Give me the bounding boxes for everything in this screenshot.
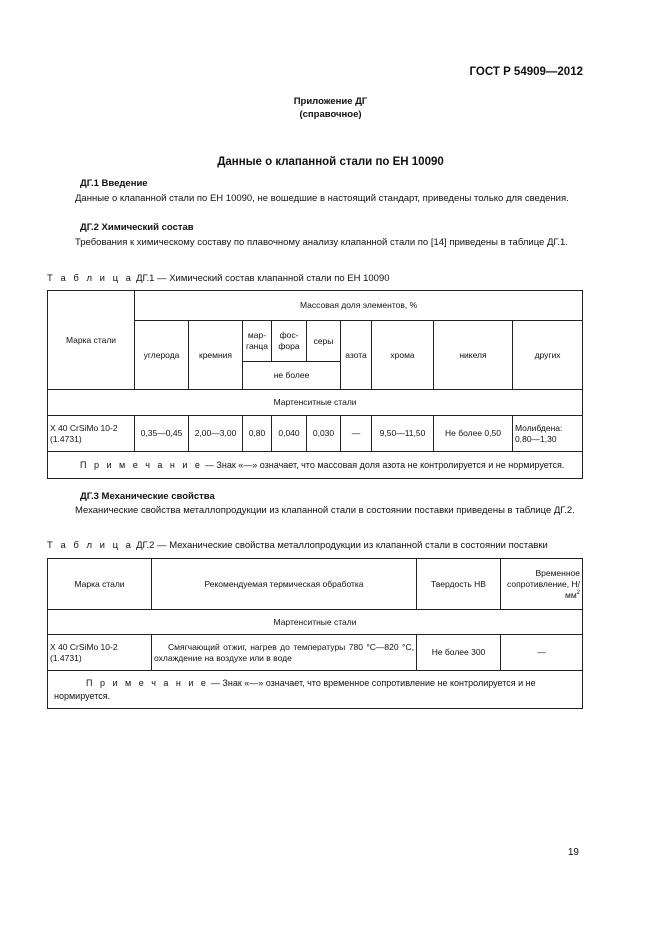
- table-1-note-text: — Знак «—» означает, что массовая доля азота не контролируется и не нормируется.: [202, 459, 565, 470]
- document-title: Данные о клапанной стали по ЕН 10090: [217, 156, 444, 168]
- mechanical-properties-table: [47, 558, 583, 709]
- th-tensile-strength: [501, 559, 583, 610]
- table-1-caption-prefix: Т а б л и ц а: [47, 273, 134, 284]
- th-silicon: кремния: [189, 321, 243, 390]
- th-other: других: [513, 321, 583, 390]
- th-chromium: хрома: [372, 321, 434, 390]
- cell-grade: X 40 CrSiMo 10-2 (1.4731): [48, 635, 152, 671]
- cell-tensile-strength: —: [501, 635, 583, 671]
- cell-manganese: 0,80: [243, 416, 272, 452]
- page-number: 19: [567, 847, 579, 858]
- cell-heat-treatment: Смягчающий отжиг, нагрев до температуры 780 °С—820 °С, охлаждение на воздухе или в воде: [152, 635, 417, 671]
- cell-nitrogen: —: [341, 416, 372, 452]
- appendix-subtitle: (справочное): [299, 109, 362, 120]
- th-mass-fraction: Массовая доля элементов, %: [135, 291, 583, 321]
- section-1-text: Данные о клапанной стали по ЕН 10090, не вошедшие в настоящий стандарт, приведены только для сведения.: [75, 193, 569, 204]
- section-1-heading: ДГ.1 Введение: [80, 178, 148, 189]
- table-2-note: [48, 671, 583, 709]
- cell-sulfur: 0,030: [307, 416, 341, 452]
- th-manganese: мар-ганца: [243, 321, 272, 362]
- table-1-note-prefix: П р и м е ч а н и е: [80, 459, 203, 470]
- section-2-text: Требования к химическому составу по плавочному анализу клапанной стали по [14] приведены в таблице ДГ.1.: [75, 237, 568, 248]
- cell-hardness: Не более 300: [417, 635, 501, 671]
- table-2-caption: [47, 540, 548, 551]
- th-heat-treatment: Рекомендуемая термическая обработка: [152, 559, 417, 610]
- cell-grade: X 40 CrSiMo 10-2 (1.4731): [48, 416, 135, 452]
- table-1-note: [48, 452, 583, 479]
- cell-carbon: 0,35—0,45: [135, 416, 189, 452]
- th-nickel: никеля: [434, 321, 513, 390]
- th-hardness: Твердость НВ: [417, 559, 501, 610]
- th-nitrogen: азота: [341, 321, 372, 390]
- section-2-heading: ДГ.2 Химический состав: [80, 222, 194, 233]
- cell-nickel: Не более 0,50: [434, 416, 513, 452]
- cell-phosphorus: 0,040: [272, 416, 307, 452]
- group-row: Мартенситные стали: [48, 390, 583, 416]
- group-row: Мартенситные стали: [48, 610, 583, 635]
- table-2-caption-prefix: Т а б л и ц а: [47, 540, 134, 551]
- th-tensile-strength-label: Временное сопротивление, Н/мм: [507, 567, 580, 600]
- table-2-note-prefix: П р и м е ч а н и е: [86, 677, 209, 688]
- table-2-note-text: — Знак «—» означает, что временное сопротивление не контролируется и не нормируется.: [54, 677, 536, 701]
- table-1-caption-text: ДГ.1 — Химический состав клапанной стали по ЕН 10090: [133, 273, 390, 284]
- chemical-composition-table: [47, 290, 583, 479]
- th-carbon: углерода: [135, 321, 189, 390]
- doc-code: ГОСТ Р 54909—2012: [469, 66, 583, 78]
- th-phosphorus: фос-фора: [272, 321, 307, 362]
- th-sulfur: серы: [307, 321, 341, 362]
- cell-chromium: 9,50—11,50: [372, 416, 434, 452]
- section-3-text: Механические свойства металлопродукции из клапанной стали в состоянии поставки приведены в таблице ДГ.2.: [75, 505, 575, 516]
- cell-silicon: 2,00—3,00: [189, 416, 243, 452]
- th-grade: Марка стали: [48, 559, 152, 610]
- th-grade: Марка стали: [48, 291, 135, 390]
- appendix-title: Приложение ДГ: [293, 96, 368, 107]
- table-1-caption: [47, 273, 390, 284]
- th-max: не более: [243, 362, 341, 390]
- table-2-caption-text: ДГ.2 — Механические свойства металлопродукции из клапанной стали в состоянии поставки: [133, 540, 548, 551]
- cell-other: Молибдена: 0,80—1,30: [513, 416, 583, 452]
- th-tensile-strength-sup: 2: [576, 589, 580, 596]
- section-3-heading: ДГ.3 Механические свойства: [80, 491, 215, 502]
